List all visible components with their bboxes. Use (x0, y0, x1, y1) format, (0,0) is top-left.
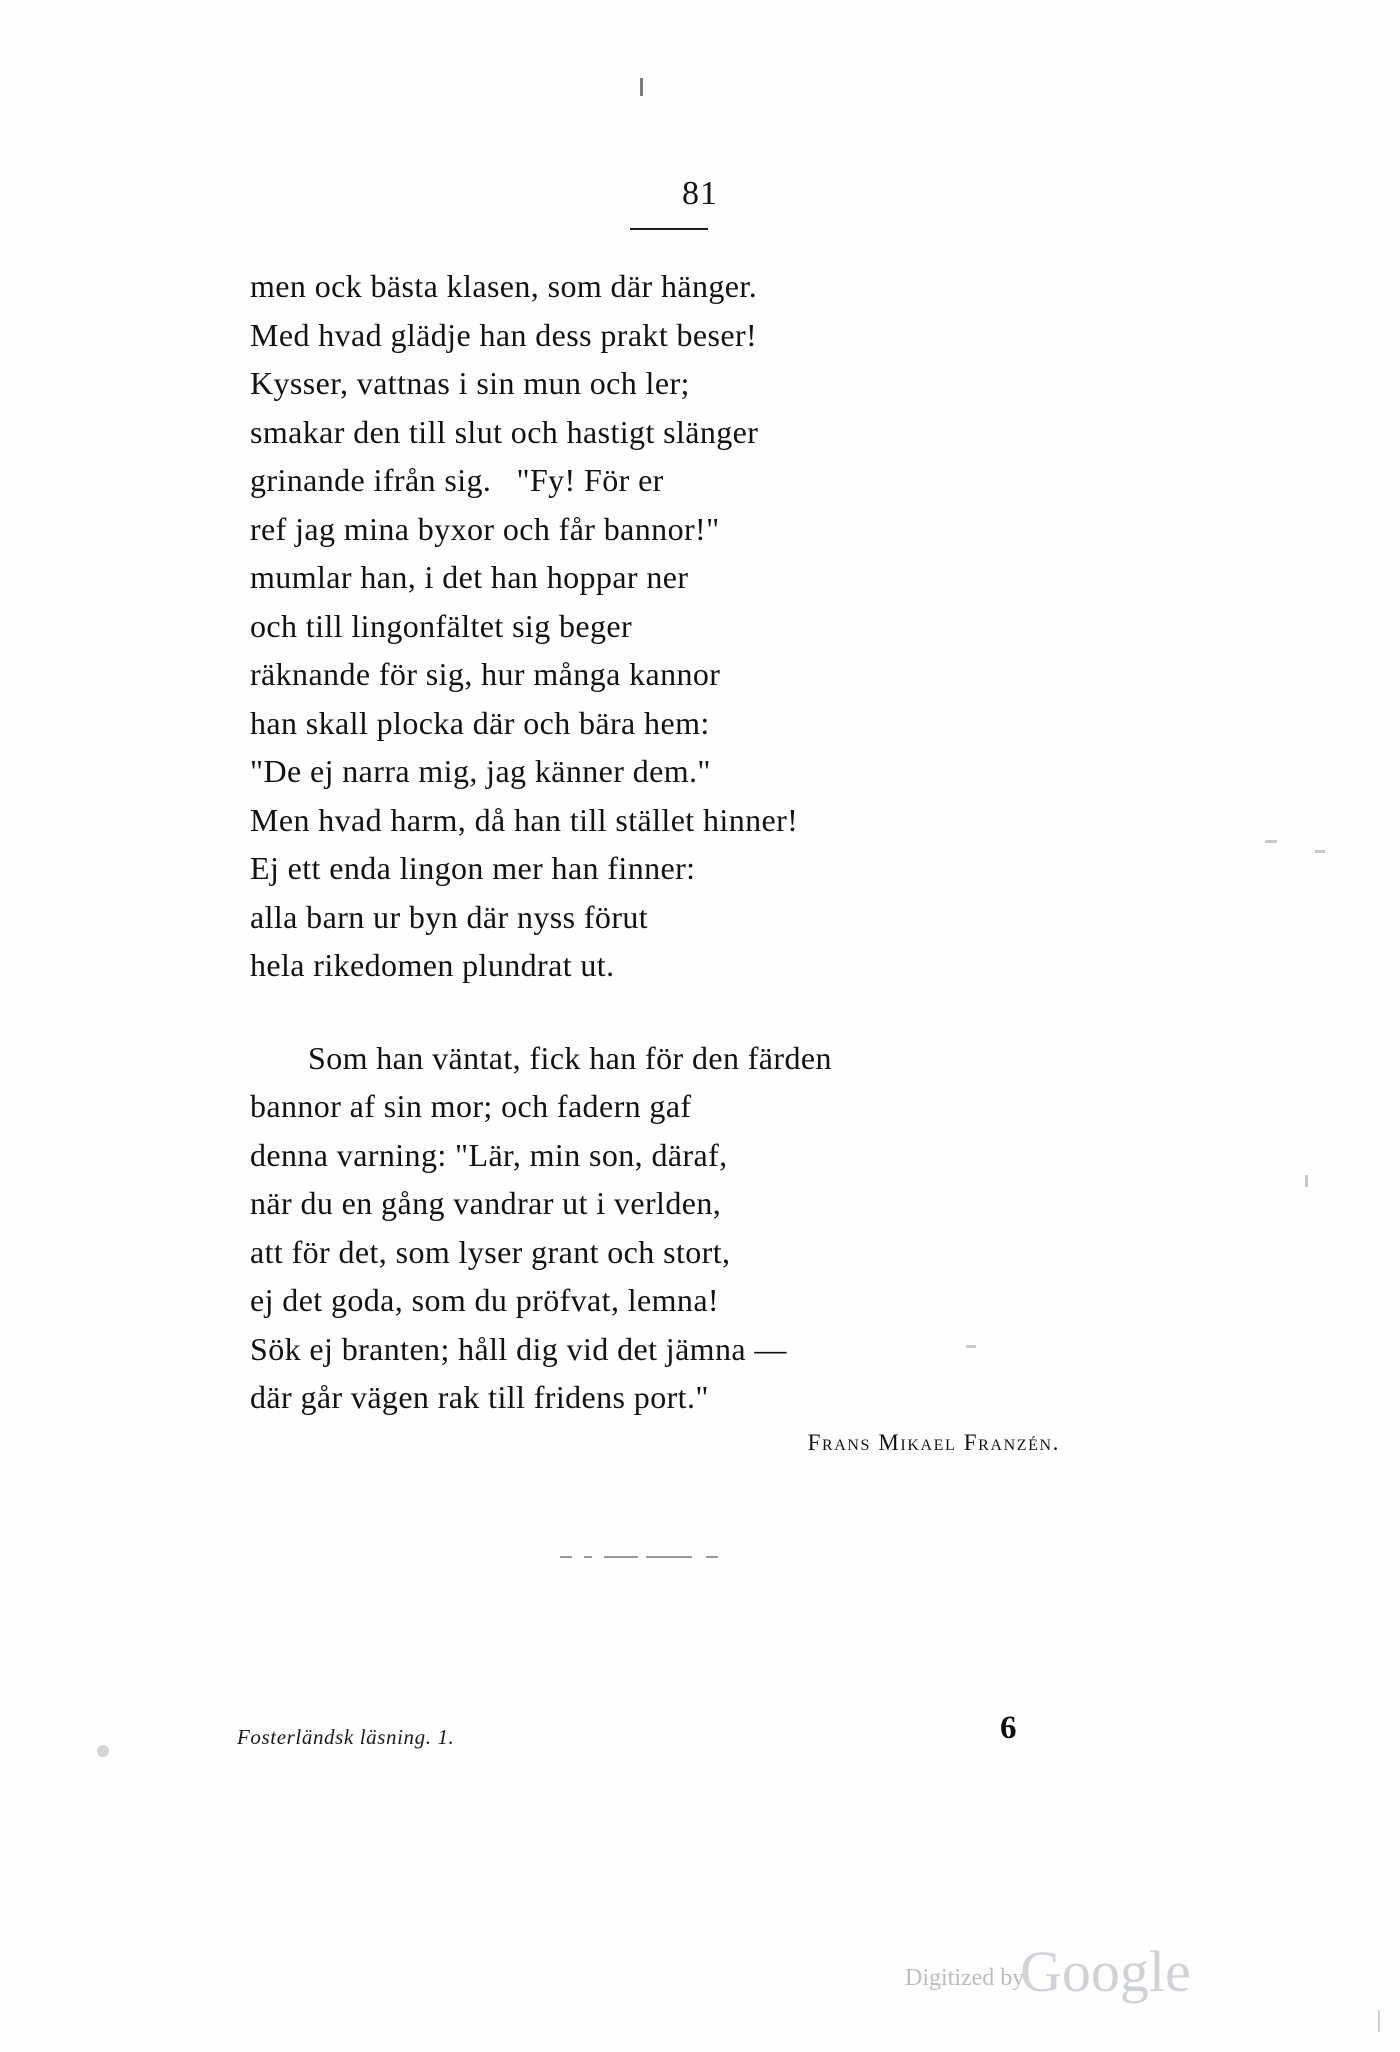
poem-line: smakar den till slut och hastigt slänger (250, 413, 759, 450)
scan-speck (1305, 1175, 1308, 1187)
poem-line: Men hvad harm, då han till stället hinner! (250, 801, 799, 838)
poem-line: Som han väntat, fick han för den färden (308, 1039, 832, 1076)
poem-line: denna varning: "Lär, min son, däraf, (250, 1136, 728, 1173)
poem-line: grinande ifrån sig. "Fy! För er (250, 462, 664, 498)
poem-line: och till lingonfältet sig beger (250, 607, 633, 644)
poem-line: mumlar han, i det han hoppar ner (250, 559, 689, 595)
poem-line: Sök ej branten; håll dig vid det jämna — (250, 1330, 787, 1367)
scan-smudge-rule (560, 1552, 730, 1562)
page-number-rule (630, 228, 708, 230)
google-watermark: Google (1020, 1939, 1191, 2004)
scan-speck (640, 78, 643, 96)
poem-line: när du en gång vandrar ut i verlden, (250, 1185, 722, 1221)
digitized-label: Digitized by (905, 1965, 1025, 1991)
poem-line: räknande för sig, hur många kannor (250, 656, 721, 692)
poem-body (250, 262, 1150, 1466)
poem-line: ref jag mina byxor och får bannor!" (250, 510, 720, 547)
poem-line: att för det, som lyser grant och stort, (250, 1233, 731, 1270)
footer-signature-number: 6 (1000, 1710, 1017, 1746)
poem-line: Ej ett enda lingon mer han finner: (250, 850, 696, 886)
poem-line: Kysser, vattnas i sin mun och ler; (250, 365, 690, 401)
scan-speck (97, 1745, 109, 1757)
poem-line: där går vägen rak till fridens port." (250, 1379, 709, 1415)
scan-speck (1378, 2010, 1380, 2032)
poem-line: Med hvad glädje han dess prakt beser! (250, 316, 758, 353)
stanza-1 (250, 262, 1150, 990)
stanza-2 (250, 1034, 1150, 1422)
poem-line: ej det goda, som du pröfvat, lemna! (250, 1282, 719, 1318)
poem-line: han skall plocka där och bära hem: (250, 704, 710, 741)
scan-speck (1265, 840, 1277, 843)
scan-speck (1315, 850, 1325, 853)
poem-line: "De ej narra mig, jag känner dem." (250, 753, 711, 789)
poem-line: alla barn ur byn där nyss förut (250, 898, 649, 935)
poem-line: bannor af sin mor; och fadern gaf (250, 1088, 692, 1124)
poem-attribution: Frans Mikael Franzén. (807, 1430, 1060, 1455)
poem-line: men ock bästa klasen, som där hänger. (250, 268, 758, 304)
poem-line: hela rikedomen plundrat ut. (250, 947, 615, 983)
footer-book-title: Fosterländsk läsning. 1. (237, 1725, 455, 1749)
page-number: 81 (682, 175, 718, 212)
